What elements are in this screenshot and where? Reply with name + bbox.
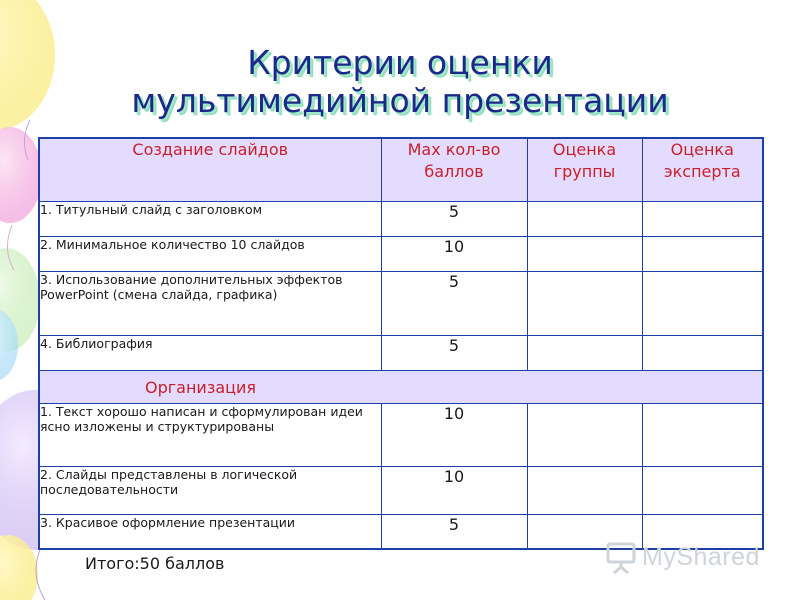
section-organization-label: Организация [39, 371, 763, 404]
table-row [39, 467, 763, 515]
expert-score-cell [642, 467, 763, 515]
expert-score-cell [642, 336, 763, 371]
table-row [39, 202, 763, 237]
header-expert-score: Оценка эксперта [642, 138, 763, 202]
criterion-cell: 2. Минимальное количество 10 слайдов [39, 237, 381, 272]
expert-score-cell [642, 272, 763, 336]
criterion-cell: 2. Слайды представлены в логической последовательности [39, 467, 381, 515]
slide-title-line1: Критерии оценки [247, 43, 553, 82]
watermark-text: MyShared [642, 542, 760, 571]
expert-score-cell [642, 202, 763, 237]
expert-score-cell [642, 237, 763, 272]
header-max-points: Мах кол-во баллов [381, 138, 527, 202]
myshared-watermark [606, 537, 766, 577]
table-row [39, 404, 763, 467]
criterion-cell: 4. Библиография [39, 336, 381, 371]
max-points-cell: 5 [381, 202, 527, 237]
criterion-cell: 1. Текст хорошо написан и сформулирован идеи ясно изложены и структурированы [39, 404, 381, 467]
max-points-cell: 5 [381, 336, 527, 371]
table-row [39, 336, 763, 371]
group-score-cell [527, 237, 642, 272]
header-slide-creation: Создание слайдов [39, 138, 381, 202]
table-header-row [39, 138, 763, 202]
group-score-cell [527, 404, 642, 467]
criterion-cell: 1. Титульный слайд с заголовком [39, 202, 381, 237]
table-row [39, 272, 763, 336]
criterion-cell: 3. Использование дополнительных эффектов PowerPoint (смена слайда, графика) [39, 272, 381, 336]
group-score-cell [527, 202, 642, 237]
group-score-cell [527, 336, 642, 371]
section-header-row [39, 371, 763, 404]
max-points-cell: 5 [381, 272, 527, 336]
expert-score-cell [642, 404, 763, 467]
total-points-label: Итого:50 баллов [85, 554, 225, 573]
projector-screen-icon [606, 540, 636, 574]
criterion-cell: 3. Красивое оформление презентации [39, 515, 381, 549]
max-points-cell: 5 [381, 515, 527, 549]
max-points-cell: 10 [381, 237, 527, 272]
max-points-cell: 10 [381, 467, 527, 515]
header-group-score: Оценка группы [527, 138, 642, 202]
group-score-cell [527, 467, 642, 515]
slide-title-line2: мультимедийной презентации [131, 81, 669, 120]
max-points-cell: 10 [381, 404, 527, 467]
table-row [39, 237, 763, 272]
criteria-table [38, 137, 764, 550]
group-score-cell [527, 272, 642, 336]
